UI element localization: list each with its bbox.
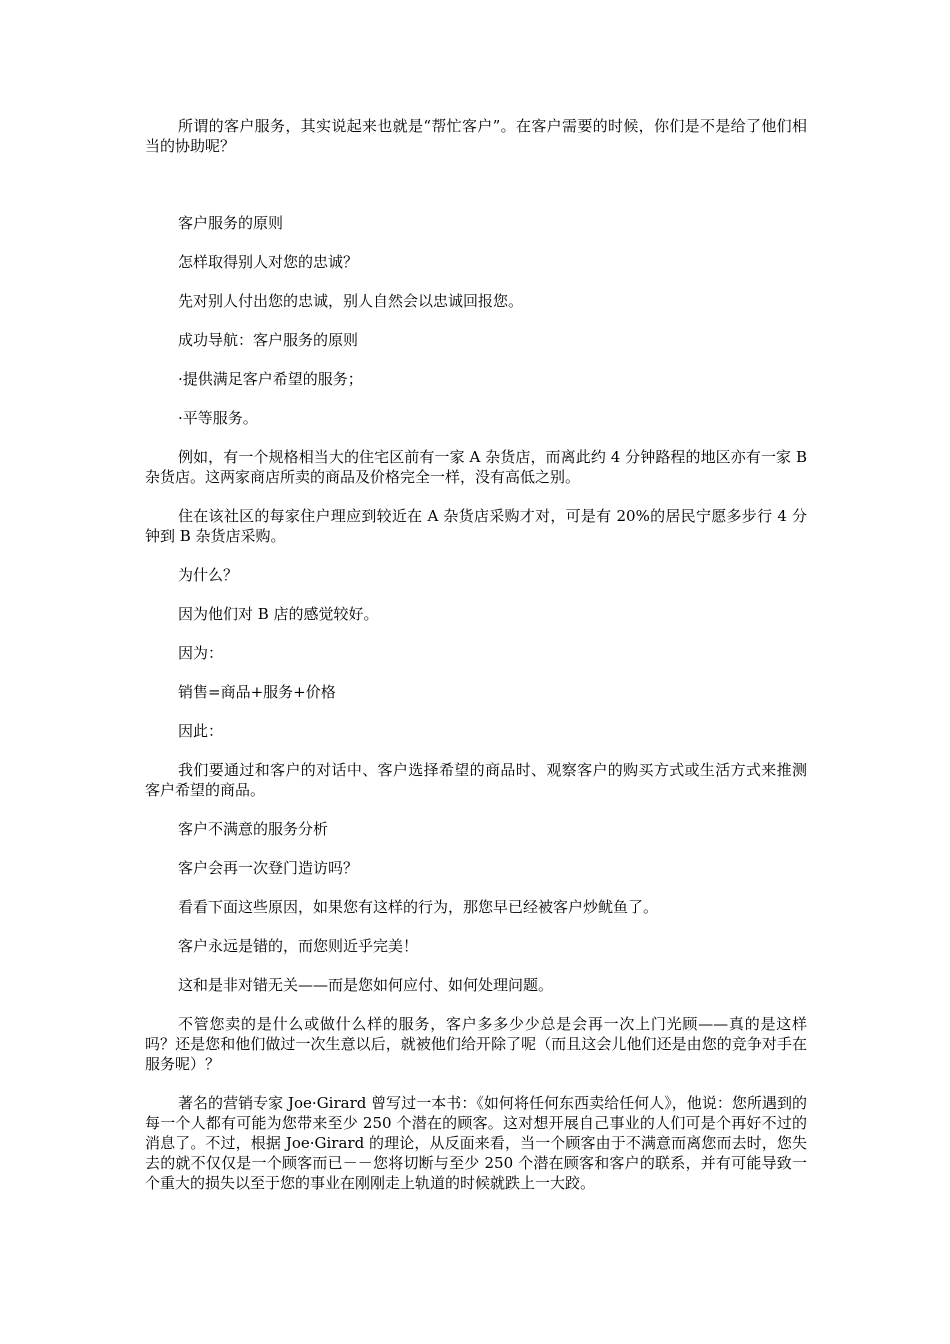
section-heading-principles: 客户服务的原则 [178,214,284,232]
section-gap [145,175,807,213]
question-return-visit: 客户会再一次登门造访吗？ [178,859,359,877]
therefore-label: 因此： [178,722,224,740]
example-paragraph: 例如，有一个规格相当大的住宅区前有一家 A 杂货店，而离此约 4 分钟路程的地区亦有一家 B 杂货店。这两家商店所卖的商品及价格完全一样，没有高低之别。 [145,448,807,486]
residents-paragraph: 住在该社区的每家住户理应到较近在 A 杂货店采购才对，可是有 20%的居民宁愿多步行 4 分钟到 B 杂货店采购。 [145,507,807,545]
handling-paragraph: 这和是非对错无关——而是您如何应付、如何处理问题。 [178,976,554,994]
joe-girard-paragraph: 著名的营销专家 Joe·Girard 曾写过一本书：《如何将任何东西卖给任何人》，他说：您所遇到的每一个人都有可能为您带来至少 250 个潜在的顾客。这对想开展自己事业的人们可是个再好不过的消息了。不过，根据 Joe·Girard 的理论，从反面来看，当一个顾客由于不满意而离您而去时，您失去的就不仅仅是一个顾客而已－－您将切断与至少 250 个潜在顾客和客户的联系，并有可能导致一个重大的损失以至于您的事业在刚刚走上轨道的时候就跌上一大跤。 [145,1094,807,1192]
why-question: 为什么？ [178,566,239,584]
customer-wrong-paragraph: 客户永远是错的，而您则近乎完美！ [178,937,419,955]
sales-formula: 销售=商品+服务+价格 [178,683,336,701]
reasons-paragraph: 看看下面这些原因，如果您有这样的行为，那您早已经被客户炒鱿鱼了。 [178,898,659,916]
bullet-item-satisfy: ·提供满足客户希望的服务； [178,370,363,388]
inference-paragraph: 我们要通过和客户的对话中、客户选择希望的商品时、观察客户的购买方式或生活方式来推测客户希望的商品。 [145,761,807,799]
section-heading-dissatisfaction: 客户不满意的服务分析 [178,820,329,838]
question-loyalty: 怎样取得别人对您的忠诚？ [178,253,359,271]
because-label: 因为： [178,644,224,662]
return-customer-paragraph: 不管您卖的是什么或做什么样的服务，客户多多少少总是会再一次上门光顾——真的是这样吗？还是您和他们做过一次生意以后，就被他们给开除了呢（而且这会儿他们还是由您的竞争对手在服务呢）？ [145,1015,807,1073]
bullet-item-equal: ·平等服务。 [178,409,258,427]
why-answer: 因为他们对 B 店的感觉较好。 [178,605,379,623]
subheading-navigation: 成功导航：客户服务的原则 [178,331,359,349]
intro-paragraph: 所谓的客户服务，其实说起来也就是“帮忙客户”。在客户需要的时候，你们是不是给了他们相当的协助呢？ [145,117,807,155]
document-page [145,116,807,1212]
answer-loyalty: 先对别人付出您的忠诚，别人自然会以忠诚回报您。 [178,292,524,310]
